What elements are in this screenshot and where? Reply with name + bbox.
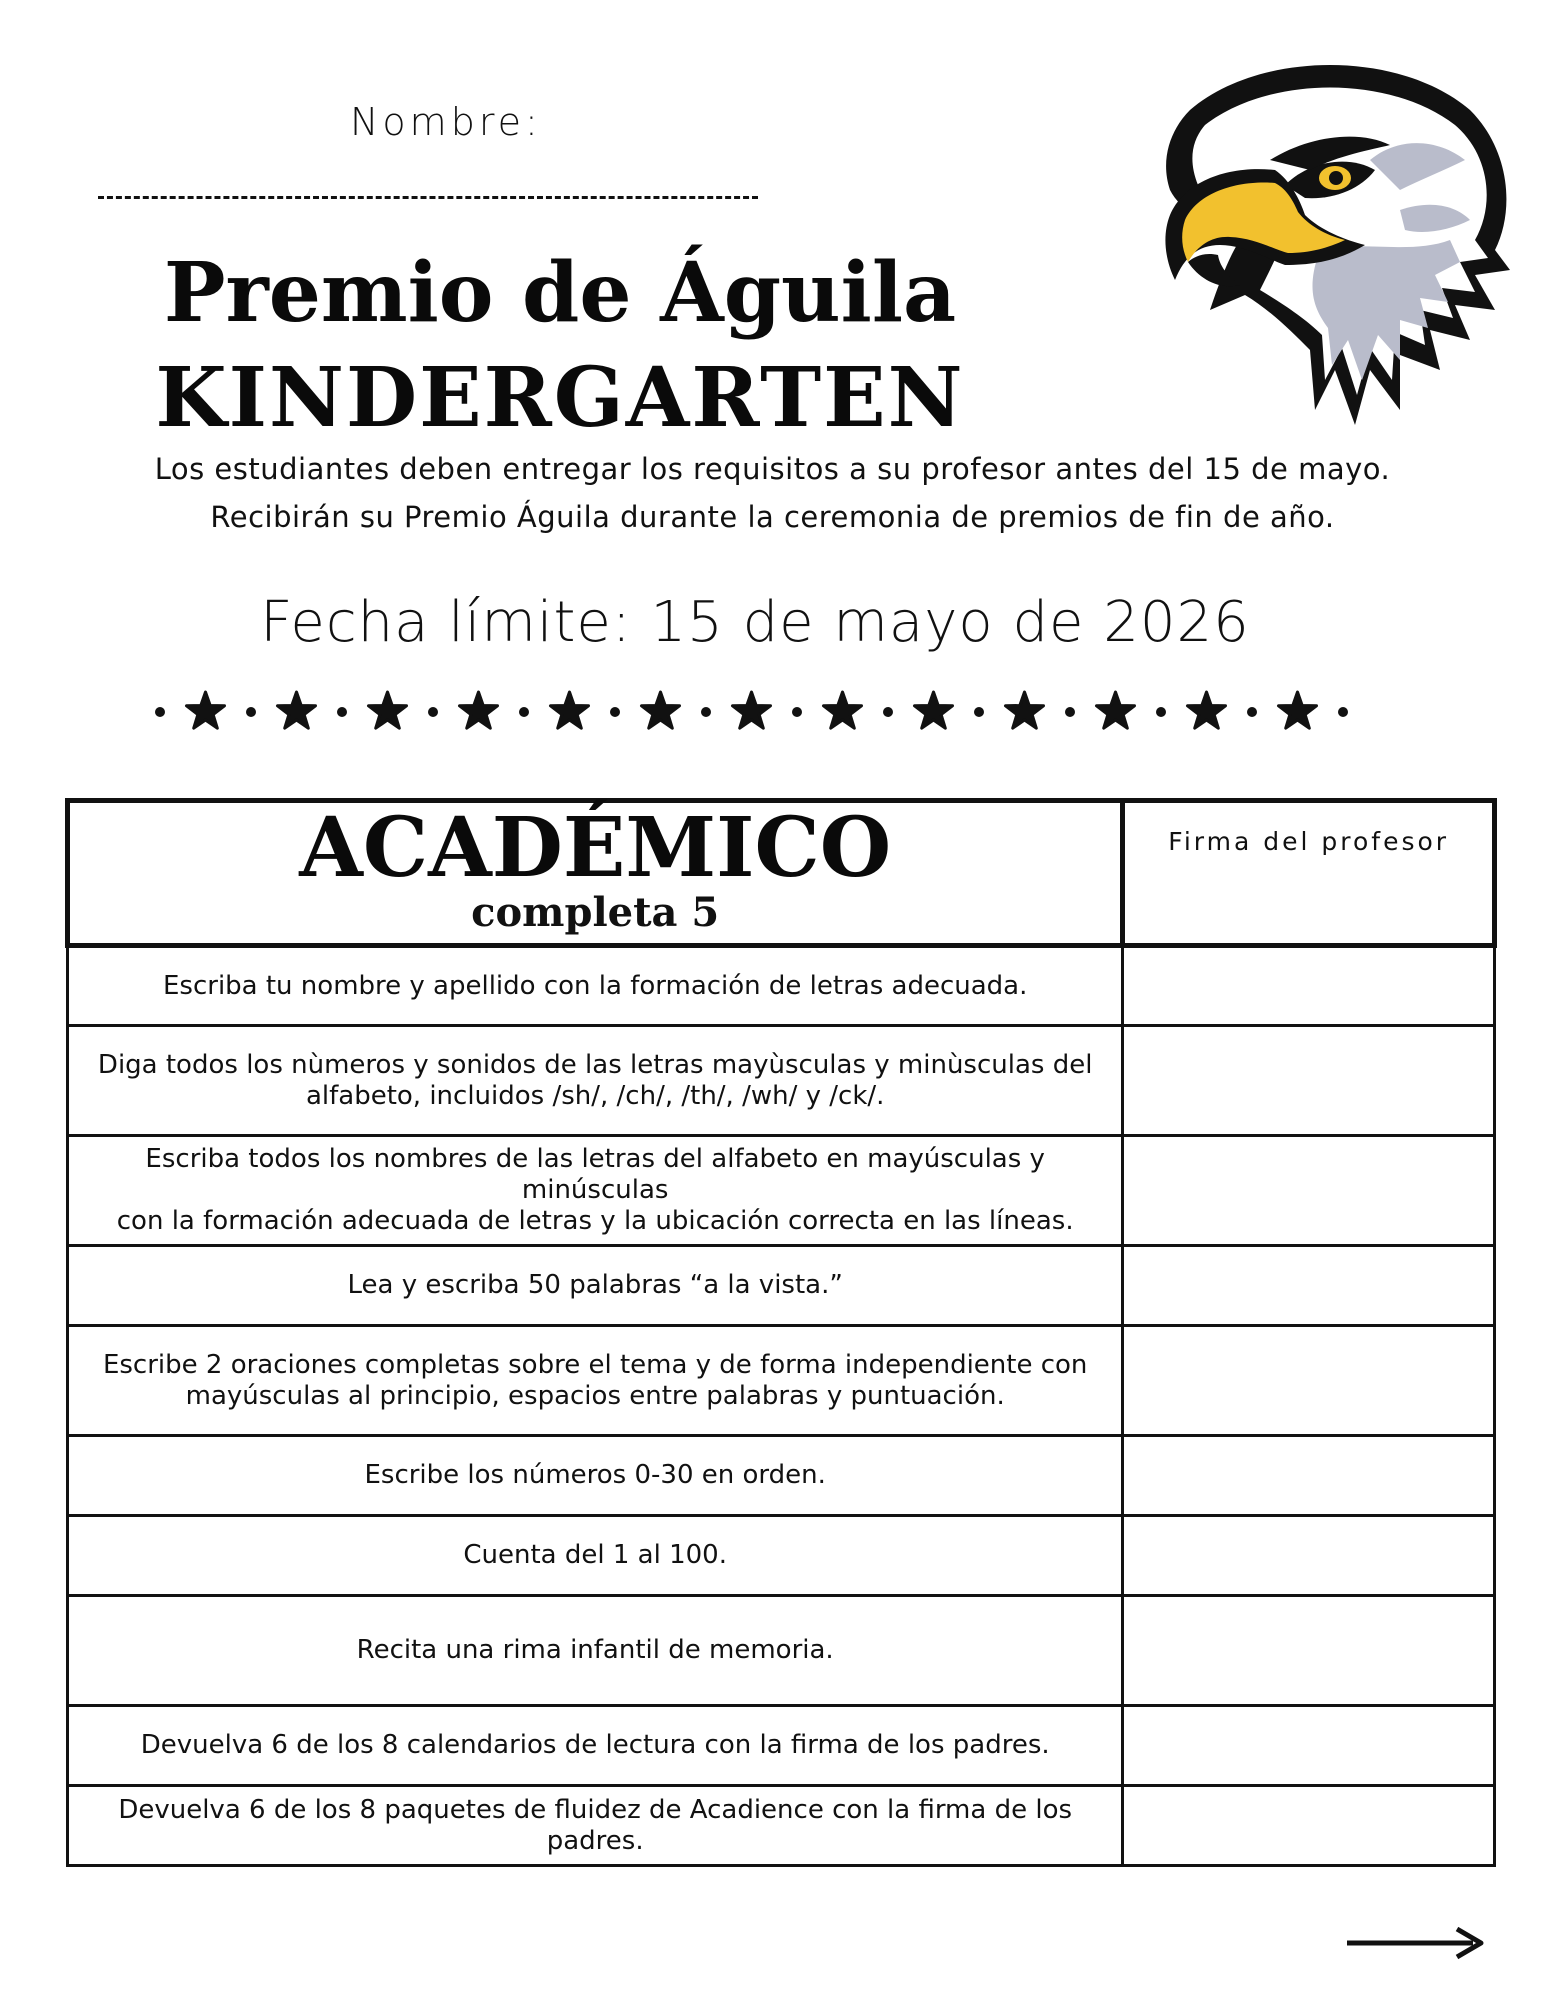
star-icon	[460, 692, 498, 728]
requirement-text	[68, 946, 1123, 1026]
requirement-text	[68, 1706, 1123, 1786]
section-title: ACADÉMICO	[299, 800, 892, 896]
requirement-line: Escriba tu nombre y apellido con la formación de letras adecuada.	[162, 970, 1028, 1001]
dot-icon	[610, 707, 620, 717]
signature-cell[interactable]	[1123, 1706, 1495, 1786]
star-divider	[140, 680, 1370, 740]
star-icon	[1188, 692, 1226, 728]
dot-icon	[428, 707, 438, 717]
signature-cell[interactable]	[1123, 1436, 1495, 1516]
name-blank-line[interactable]	[98, 196, 758, 199]
signature-cell[interactable]	[1123, 1516, 1495, 1596]
requirement-text	[68, 1136, 1123, 1246]
table-row	[68, 1246, 1495, 1326]
table-row	[68, 1326, 1495, 1436]
signature-cell[interactable]	[1123, 946, 1495, 1026]
intro-line-1: Los estudiantes deben entregar los requisitos a su profesor antes del 15 de mayo.	[154, 452, 1391, 486]
star-icon	[187, 692, 225, 728]
requirement-line: alfabeto, incluidos /sh/, /ch/, /th/, /wh/ y /ck/.	[305, 1080, 885, 1111]
signature-cell[interactable]	[1123, 1136, 1495, 1246]
name-label: Nombre:	[350, 100, 542, 144]
grade-title: KINDERGARTEN	[155, 350, 965, 446]
table-row	[68, 1436, 1495, 1516]
dot-icon	[701, 707, 711, 717]
star-icon	[1279, 692, 1317, 728]
award-title: Premio de Águila	[163, 245, 957, 341]
requirement-line: mayúsculas al principio, espacios entre palabras y puntuación.	[185, 1380, 1005, 1411]
arrow-right-icon[interactable]	[1345, 1925, 1485, 1961]
table-row	[68, 1596, 1495, 1706]
table-row	[68, 1136, 1495, 1246]
requirement-text	[68, 1026, 1123, 1136]
dot-icon	[883, 707, 893, 717]
star-icon	[642, 692, 680, 728]
table-row	[68, 946, 1495, 1026]
star-icon	[1006, 692, 1044, 728]
requirement-line: con la formación adecuada de letras y la ubicación correcta en las líneas.	[116, 1206, 1074, 1236]
requirement-line: Devuelva 6 de los 8 paquetes de fluidez de Acadience con la firma de los padres.	[118, 1794, 1073, 1856]
requirement-text	[68, 1516, 1123, 1596]
requirement-line: Escribe 2 oraciones completas sobre el tema y de forma independiente con	[102, 1349, 1088, 1380]
dot-icon	[155, 707, 165, 717]
requirement-line: Escribe los números 0-30 en orden.	[364, 1460, 826, 1490]
star-icon	[551, 692, 589, 728]
dot-icon	[519, 707, 529, 717]
signature-cell[interactable]	[1123, 1026, 1495, 1136]
requirement-text	[68, 1326, 1123, 1436]
signature-header: Firma del profesor	[1168, 827, 1450, 856]
dot-icon	[1156, 707, 1166, 717]
requirement-line: Devuelva 6 de los 8 calendarios de lectura con la firma de los padres.	[140, 1730, 1050, 1760]
star-icon	[278, 692, 316, 728]
requirement-line: Diga todos los nùmeros y sonidos de las letras mayùsculas y minùsculas del	[97, 1049, 1093, 1080]
table-row	[68, 1786, 1495, 1866]
star-icon	[1097, 692, 1135, 728]
requirement-text	[68, 1246, 1123, 1326]
dot-icon	[792, 707, 802, 717]
dot-icon	[337, 707, 347, 717]
requirement-line: Escriba todos los nombres de las letras del alfabeto en mayúsculas y minúsculas	[145, 1144, 1045, 1205]
signature-cell[interactable]	[1123, 1596, 1495, 1706]
star-icon	[824, 692, 862, 728]
dot-icon	[1338, 707, 1348, 717]
table-header-row	[68, 801, 1495, 946]
dot-icon	[246, 707, 256, 717]
intro-line-2: Recibirán su Premio Águila durante la ceremonia de premios de fin de año.	[210, 500, 1335, 534]
requirement-text	[68, 1436, 1123, 1516]
requirements-table	[65, 798, 1497, 1867]
dot-icon	[974, 707, 984, 717]
section-subtitle: completa 5	[471, 889, 720, 936]
signature-cell[interactable]	[1123, 1786, 1495, 1866]
eagle-mascot-icon	[1070, 40, 1520, 460]
requirement-text	[68, 1786, 1123, 1866]
section-header-cell	[68, 801, 1123, 946]
star-icon	[369, 692, 407, 728]
signature-header-cell	[1123, 801, 1495, 946]
requirement-line: Cuenta del 1 al 100.	[463, 1540, 727, 1570]
requirement-line: Recita una rima infantil de memoria.	[356, 1635, 834, 1665]
dot-icon	[1065, 707, 1075, 717]
deadline: Fecha límite: 15 de mayo de 2026	[260, 590, 1250, 655]
requirement-line: Lea y escriba 50 palabras “a la vista.”	[347, 1270, 843, 1300]
signature-cell[interactable]	[1123, 1326, 1495, 1436]
dot-icon	[1247, 707, 1257, 717]
signature-cell[interactable]	[1123, 1246, 1495, 1326]
table-row	[68, 1026, 1495, 1136]
table-row	[68, 1516, 1495, 1596]
requirement-text	[68, 1596, 1123, 1706]
star-icon	[733, 692, 771, 728]
star-icon	[915, 692, 953, 728]
table-row	[68, 1706, 1495, 1786]
